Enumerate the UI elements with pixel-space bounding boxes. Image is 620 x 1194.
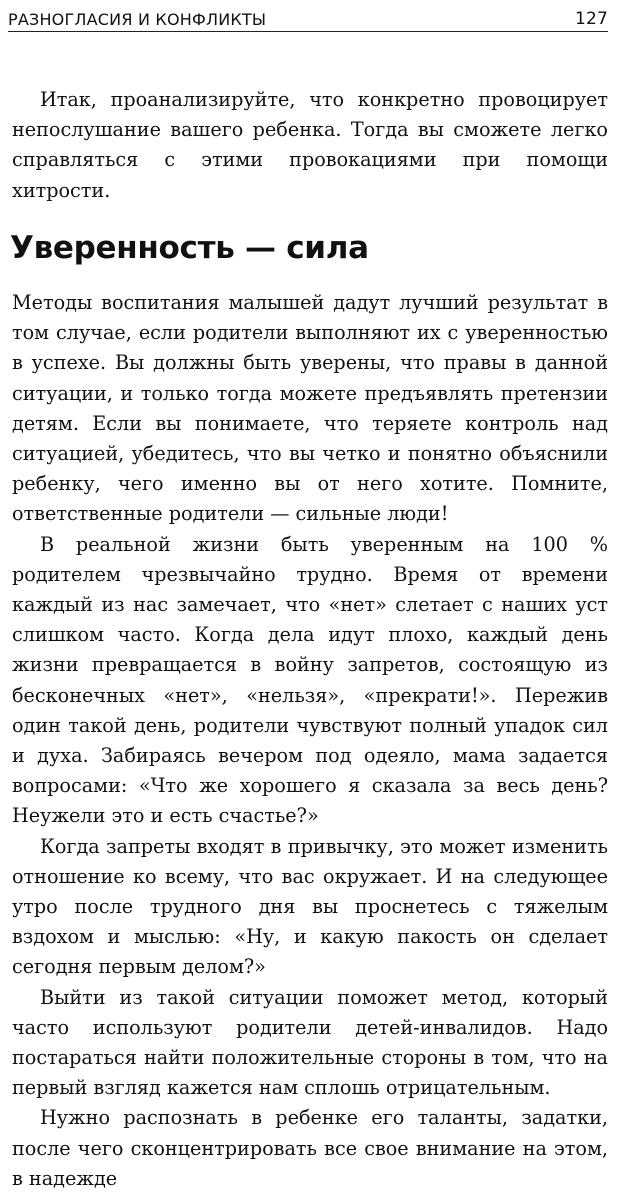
page-number: 127 bbox=[574, 9, 608, 29]
intro-block bbox=[12, 85, 608, 206]
running-head bbox=[8, 4, 608, 32]
body-paragraph: Когда запреты входят в привычку, это может изменить отношение ко всему, что вас окружает. И на следующее утро после трудного дня вы проснетесь с тяжелым вздохом и мыслью: «Ну, и какую пакость он сделает сегодня первым делом?» bbox=[12, 834, 608, 979]
body-paragraph: Методы воспитания малышей дадут лучший результат в том случае, если родители выполняют их с уверенностью в успехе. Вы должны быть уверены, что правы в данной ситуации, и только тогда можете предъявлять претензии детям. Если вы понимаете, что теряете контроль над ситуацией, убедитесь, что вы четко и понятно объяснили ребенку, чего именно вы от него хотите. Помните, ответственные родители — сильные люди! bbox=[12, 291, 608, 526]
body-paragraph: Выйти из такой ситуации поможет метод, который часто используют родители детей-инвалидов. Надо постараться найти положительные стороны в том, что на первый взгляд кажется нам сплошь отрицательным. bbox=[12, 985, 608, 1100]
intro-paragraph: Итак, проанализируйте, что конкретно провоцирует непослушание вашего ребенка. Тогда вы сможете легко справляться с этими провокациями при помощи хитрости. bbox=[12, 88, 608, 202]
section-body bbox=[12, 288, 608, 1194]
section-heading: Уверенность — сила bbox=[10, 230, 369, 266]
body-paragraph: В реальной жизни быть уверенным на 100 % родителем чрезвычайно трудно. Время от времени каждый из нас замечает, что «нет» слетает с наших уст слишком часто. Когда дела идут плохо, каждый день жизни превращается в войну запретов, состоящую из бесконечных «нет», «нельзя», «прекрати!». Пережив один такой день, родители чувствуют полный упадок сил и духа. Забираясь вечером под одеяло, мама задается вопросами: «Что же хорошего я сказала за весь день? Неужели это и есть счастье?» bbox=[12, 532, 608, 828]
running-title: РАЗНОГЛАСИЯ И КОНФЛИКТЫ bbox=[8, 10, 267, 29]
body-paragraph: Нужно распознать в ребенке его таланты, задатки, после чего сконцентрировать все свое внимание на этом, в надежде bbox=[12, 1106, 608, 1190]
